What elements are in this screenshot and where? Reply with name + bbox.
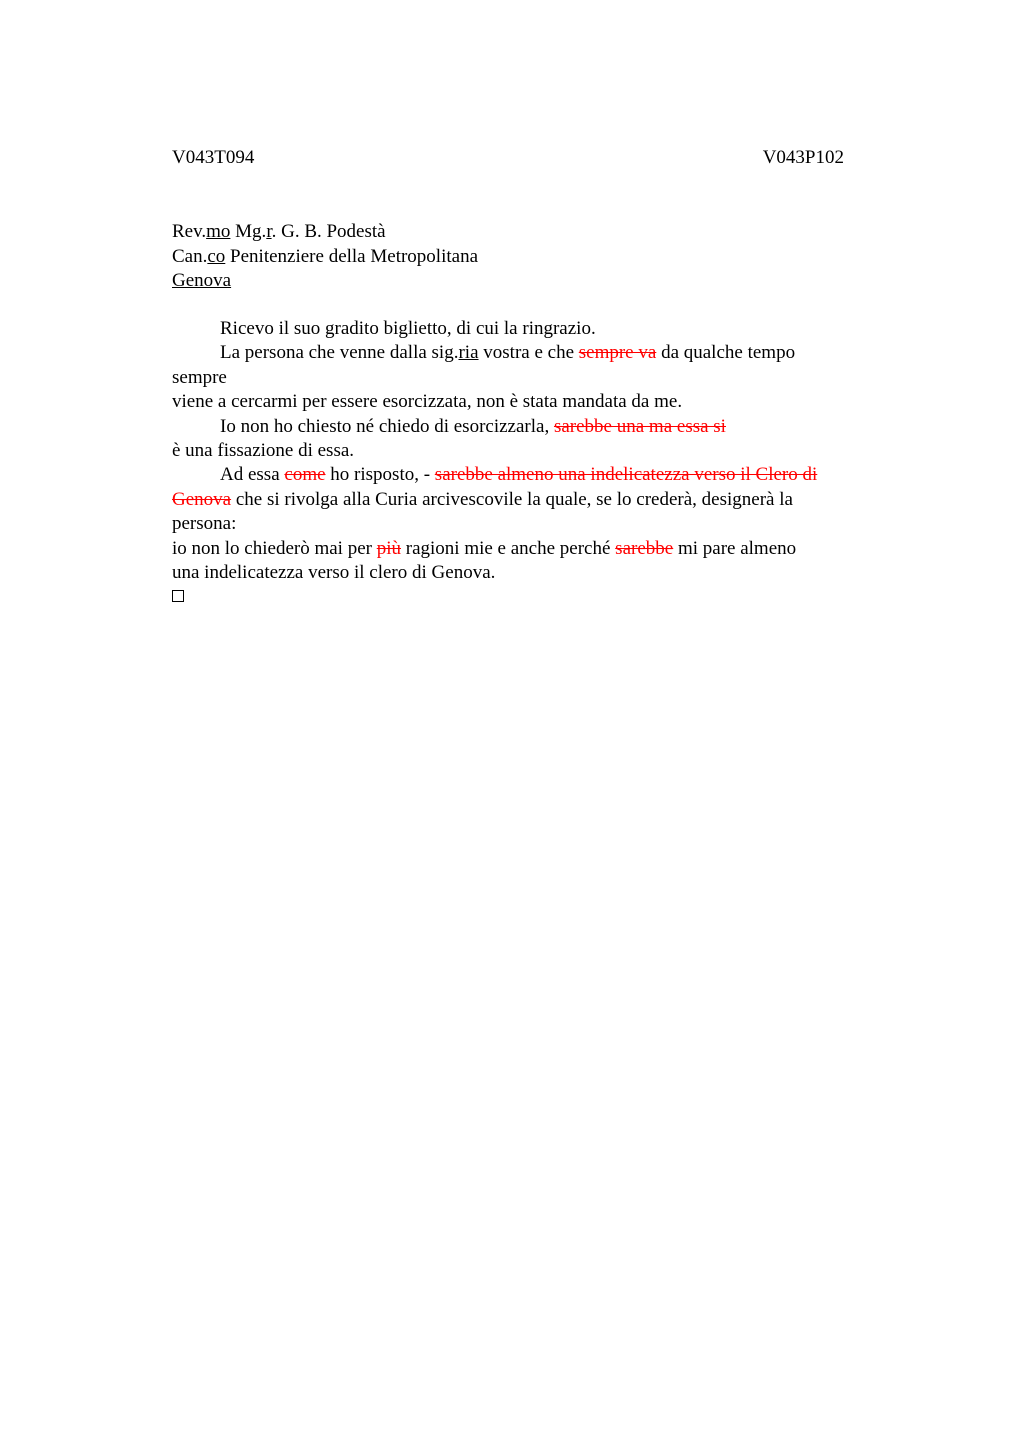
paragraph-4-line-4: io non lo chiederò mai per più ragioni mie e anche perché sarebbe mi pare almeno (172, 537, 797, 559)
paragraph-4-line-2: Genova che si rivolga alla Curia arcivescovile la quale, se lo crederà, designerà la (172, 488, 793, 510)
paragraph-4-line-1: Ad essa come ho risposto, - sarebbe almeno una indelicatezza verso il Clero di (220, 464, 818, 486)
paragraph-1: Ricevo il suo gradito biglietto, di cui la ringrazio. (220, 318, 596, 339)
addressee-block (172, 220, 872, 294)
addressee-city-line: Genova (172, 270, 232, 291)
abbrev-superscript: r (266, 221, 272, 242)
empty-square-icon (172, 590, 184, 602)
abbrev-superscript: mo (206, 221, 231, 242)
deleted-text: sempre va (578, 342, 657, 364)
deleted-text: Genova (172, 488, 232, 510)
deleted-text: sarebbe (615, 537, 674, 559)
deleted-text: più (376, 537, 401, 559)
paragraph-4-line-5: una indelicatezza verso il clero di Genova. (172, 562, 496, 584)
paragraph-3-line-1: Io non ho chiesto né chiedo di esorcizzarla, sarebbe una ma essa si (220, 415, 726, 437)
paragraph-2-line-1: La persona che venne dalla sig.ria vostra e che sempre va da qualche tempo (220, 342, 796, 364)
deleted-text: sarebbe almeno una indelicatezza verso il Clero di (434, 464, 818, 486)
paragraph-2-line-2: sempre (172, 366, 227, 388)
paragraph-2-line-3: viene a cercarmi per essere esorcizzata, non è stata mandata da me. (172, 391, 683, 413)
end-mark-line (172, 585, 872, 609)
letter-body (172, 317, 872, 610)
paragraph-3-line-2: è una fissazione di essa. (172, 440, 355, 462)
abbrev-superscript: ria (458, 342, 479, 364)
addressee-name-line: Rev.mo Mg.r. G. B. Podestà (172, 221, 386, 242)
abbrev-superscript: co (207, 245, 226, 267)
paragraph-4-line-3: persona: (172, 513, 237, 535)
deleted-text: come (284, 464, 326, 486)
addressee-title-line: Can.co Penitenziere della Metropolitana (172, 245, 479, 267)
deleted-text: sarebbe una ma essa si (553, 415, 726, 437)
document-code-left: V043T094 (172, 147, 255, 168)
document-code-right: V043P102 (762, 147, 844, 168)
